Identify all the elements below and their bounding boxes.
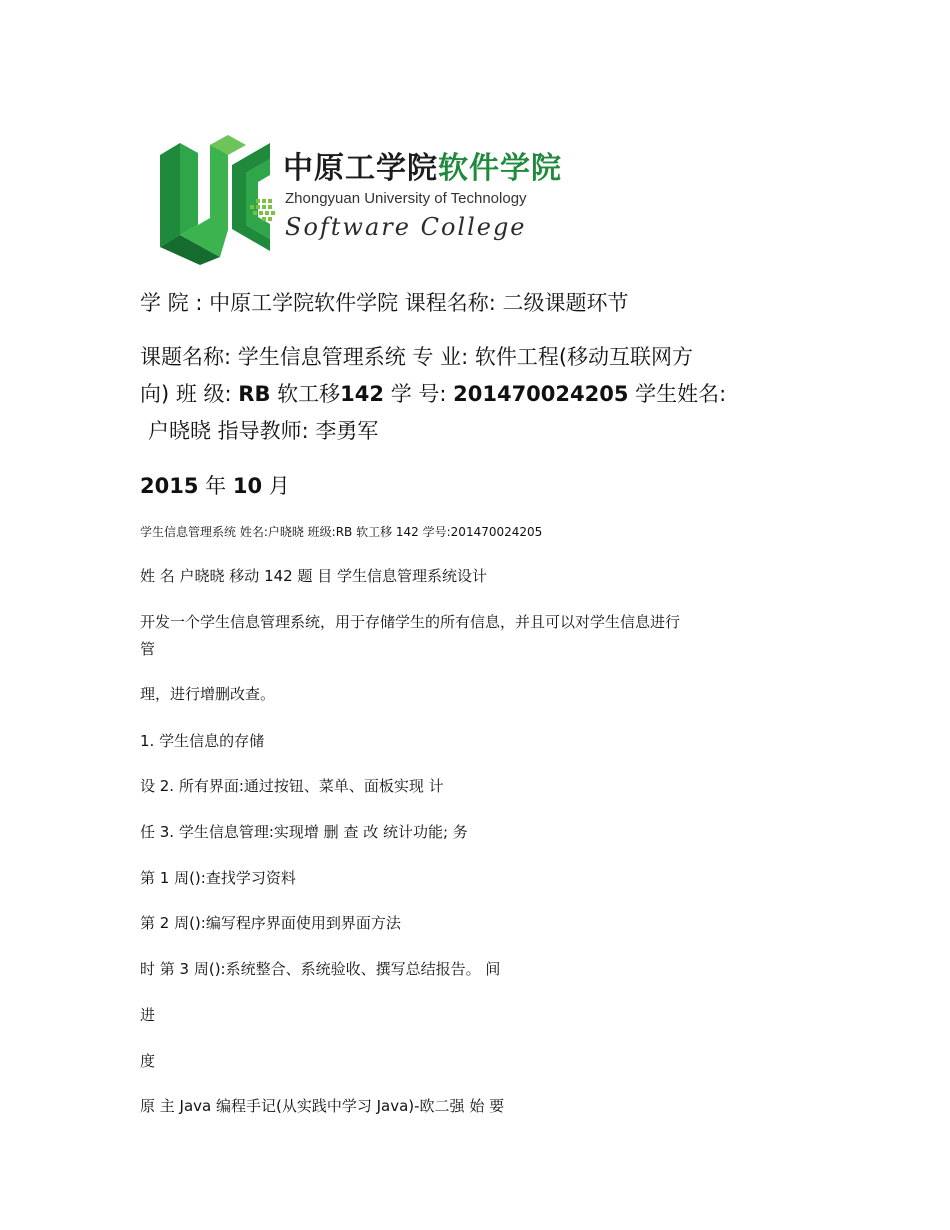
header-line-3: 向) 班 级: RB 软工移142 学 号: 201470024205 学生姓名: — [140, 382, 727, 406]
task-item-1: 1. 学生信息的存储 — [140, 732, 265, 750]
week-3-line: 时 第 3 周():系统整合、系统验收、撰写总结报告。 间 — [140, 960, 501, 978]
task-item-2: 设 2. 所有界面:通过按钮、菜单、面板实现 计 — [140, 777, 444, 795]
summary-line: 学生信息管理系统 姓名:户晓晓 班级:RB 软工移 142 学号:201470024205 — [140, 525, 543, 539]
description-line-1: 开发一个学生信息管理系统，用于存储学生的所有信息，并且可以对学生信息进行 — [140, 613, 681, 631]
header-line-1: 学 院 : 中原工学院软件学院 课程名称: 二级课题环节 — [140, 291, 629, 315]
header-line-2: 课题名称: 学生信息管理系统 专 业: 软件工程(移动互联网方 — [140, 345, 694, 369]
logo-chinese-name: 中原工学院软件学院 — [283, 151, 562, 186]
logo-english-name: Zhongyuan University of Technology — [285, 190, 527, 207]
logo-college-name: Software College — [285, 213, 527, 241]
name-topic-line: 姓 名 户晓晓 移动 142 题 目 学生信息管理系统设计 — [140, 567, 488, 585]
report-date: 2015 年 10 月 — [140, 474, 290, 498]
college-logo — [150, 125, 590, 265]
progress-label-2: 度 — [140, 1052, 156, 1070]
uc-logo-icon — [150, 125, 280, 265]
week-1-line: 第 1 周():查找学习资料 — [140, 869, 296, 887]
progress-label-1: 进 — [140, 1006, 156, 1024]
description-line-3: 理，进行增删改查。 — [140, 685, 276, 703]
description-line-2: 管 — [140, 640, 156, 658]
week-2-line: 第 2 周():编写程序界面使用到界面方法 — [140, 914, 401, 932]
task-item-3: 任 3. 学生信息管理:实现增 删 查 改 统计功能; 务 — [140, 823, 468, 841]
header-line-4: 户晓晓 指导教师: 李勇军 — [148, 419, 379, 443]
reference-line: 原 主 Java 编程手记(从实践中学习 Java)-欧二强 始 要 — [140, 1097, 505, 1115]
